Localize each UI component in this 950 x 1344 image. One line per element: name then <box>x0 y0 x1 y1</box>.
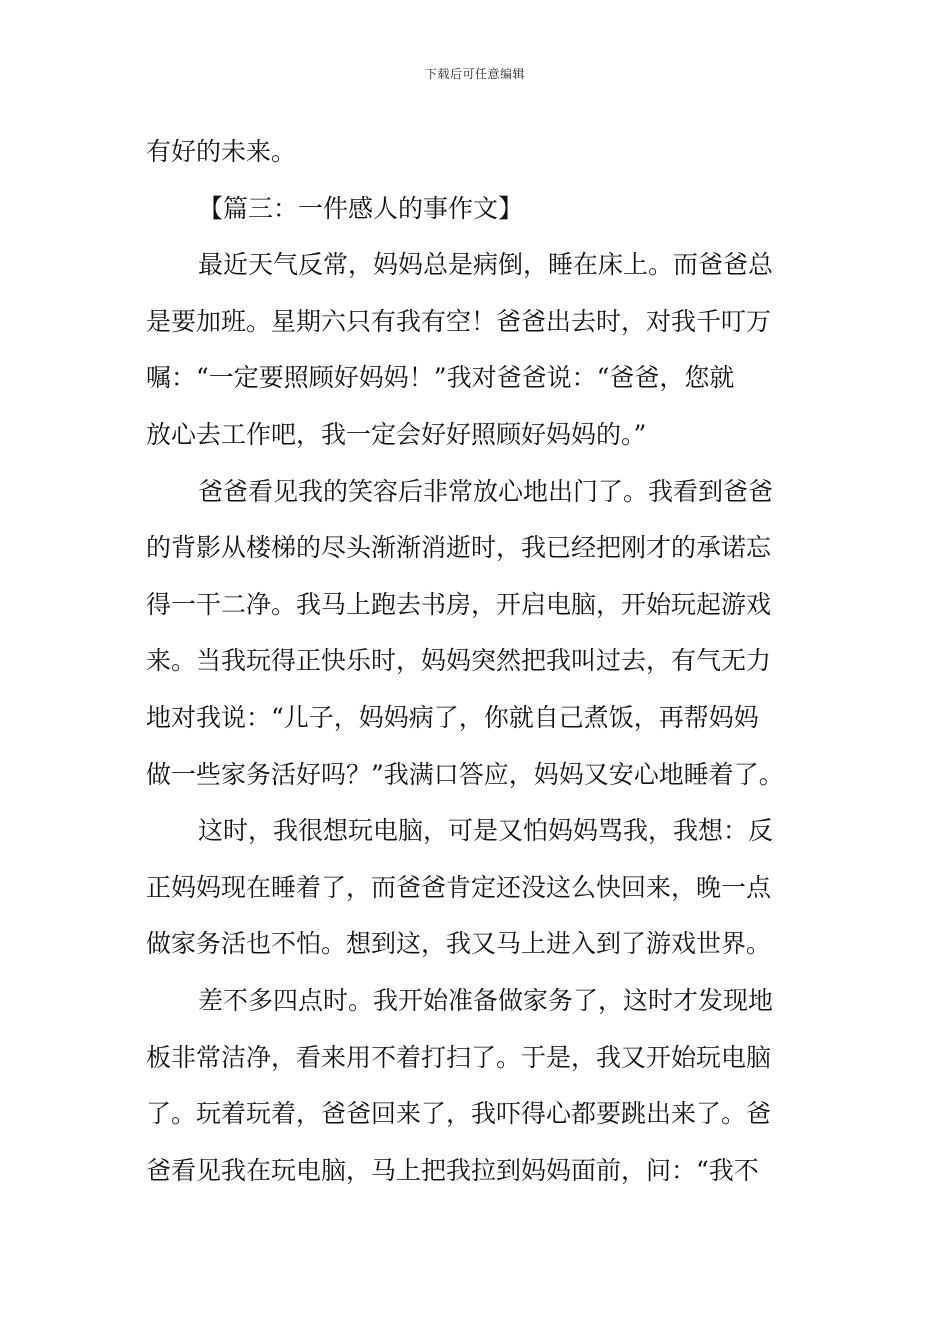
text-line: 爸看见我在玩电脑，马上把我拉到妈妈面前，问：“我不 <box>146 1155 759 1185</box>
section-heading: 【篇三：一件感人的事作文】 <box>198 193 524 223</box>
paragraph-start-line: 差不多四点时。我开始准备做家务了，这时才发现地 <box>198 985 774 1015</box>
text-line: 做一些家务活好吗？”我满口答应，妈妈又安心地睡着了。 <box>146 759 784 789</box>
paragraph-start-line: 爸爸看见我的笑容后非常放心地出门了。我看到爸爸 <box>198 476 774 506</box>
text-line: 了。玩着玩着，爸爸回来了，我吓得心都要跳出来了。爸 <box>146 1099 772 1129</box>
text-line: 做家务活也不怕。想到这，我又马上进入到了游戏世界。 <box>146 929 772 959</box>
text-line: 嘱：“一定要照顾好妈妈！”我对爸爸说：“爸爸，您就 <box>146 363 735 393</box>
text-line: 地对我说：“儿子，妈妈病了，你就自己煮饭，再帮妈妈 <box>146 702 759 732</box>
text-line: 正妈妈现在睡着了，而爸爸肯定还没这么快回来，晚一点 <box>146 872 772 902</box>
text-line: 来。当我玩得正快乐时，妈妈突然把我叫过去，有气无力 <box>146 646 772 676</box>
text-line: 的背影从楼梯的尽头渐渐消逝时，我已经把刚才的承诺忘 <box>146 533 772 563</box>
text-line: 有好的未来。 <box>146 137 297 166</box>
text-line: 板非常洁净，看来用不着打扫了。于是，我又开始玩电脑 <box>146 1042 772 1072</box>
paragraph-start-line: 这时，我很想玩电脑，可是又怕妈妈骂我，我想：反 <box>198 816 774 846</box>
document-body <box>146 124 808 1199</box>
text-line: 得一干二净。我马上跑去书房，开启电脑，开始玩起游戏 <box>146 589 772 619</box>
page-header: 下载后可任意编辑 <box>424 67 525 81</box>
text-line: 是要加班。星期六只有我有空！爸爸出去时，对我千叮万 <box>146 306 772 336</box>
text-line: 放心去工作吧，我一定会好好照顾好妈妈的。” <box>146 419 647 449</box>
paragraph-start-line: 最近天气反常，妈妈总是病倒，睡在床上。而爸爸总 <box>198 250 774 280</box>
